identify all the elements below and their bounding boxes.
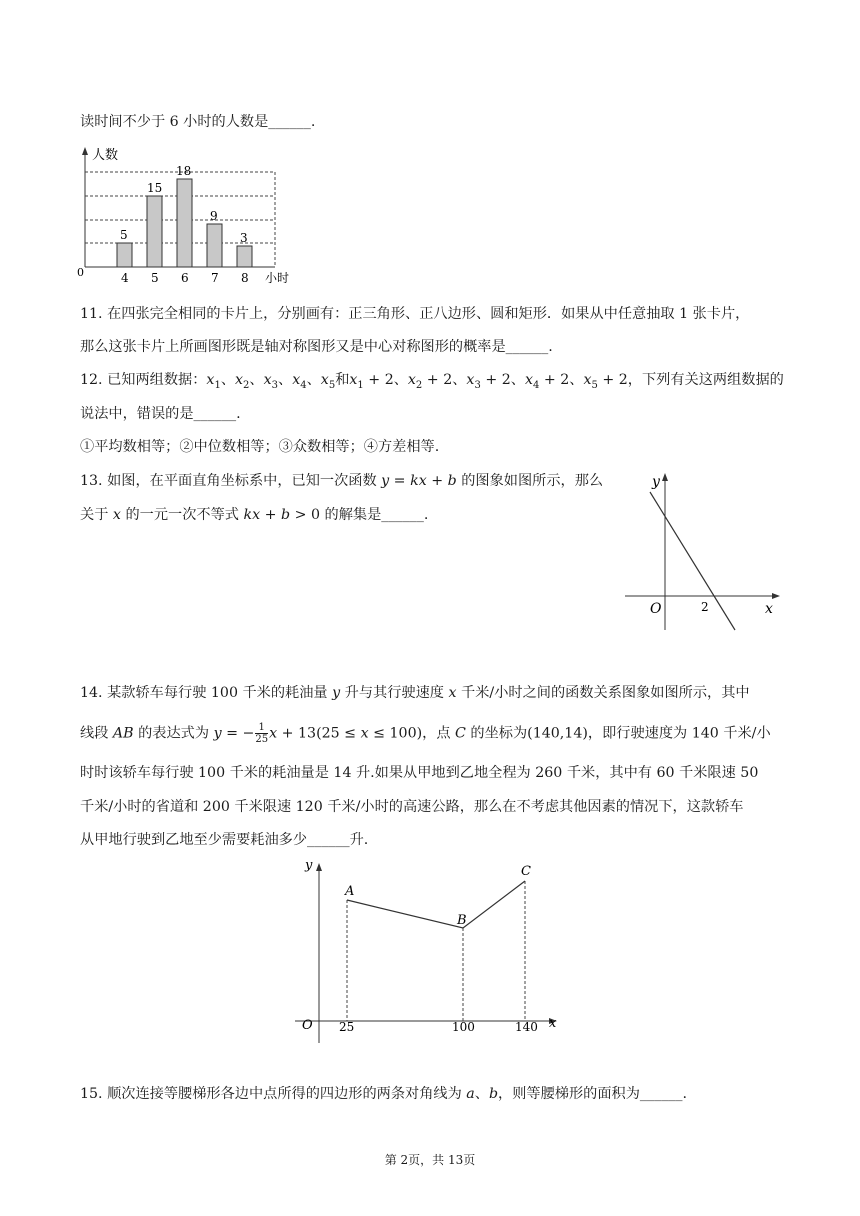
question-12-and: 和 [335,372,350,388]
question-14-text: ，点 [422,725,451,742]
bar-category: 5 [151,271,159,285]
bar-chart-x-label: 小时 [265,271,290,285]
bar-category: 7 [211,271,219,285]
bar-value: 18 [176,164,192,178]
question-14-line-5: 从甲地行驶到乙地至少需要耗油多少______升. [80,832,369,848]
question-13-text: 的解集是______. [324,507,429,523]
question-14-text: 14. 某款轿车每行驶 100 千米的耗油量 [80,685,328,701]
bar-value: 3 [240,231,248,245]
question-12-lead: 已知两组数据： [107,372,207,388]
question-13-text: 的一元一次不等式 [125,507,239,523]
graph-tick: 25 [339,1020,355,1034]
graph-tick: 140 [515,1020,538,1034]
bar-6 [177,179,192,267]
question-12-number: 12. [80,372,103,388]
question-13-line-1: 13. 如图，在平面直角坐标系中，已知一次函数 y = kx + b 的图象如图所示，那么 [80,473,604,489]
linear-function-graph [625,470,785,635]
question-14-text: 的表达式为 [138,725,210,742]
page-footer: 第 2页，共 13页 [384,1153,476,1167]
question-14-line-1: 14. 某款轿车每行驶 100 千米的耗油量 y 升与其行驶速度 x 千米/小时之间的函数关系图象如图所示，其中 [80,685,750,701]
bar-value: 5 [120,228,128,242]
question-14-text: 线段 [80,725,109,742]
bar-7 [207,224,222,267]
bar-8 [237,246,252,267]
question-15-line-1: 15. 顺次连接等腰梯形各边中点所得的四边形的两条对角线为 a、b，则等腰梯形的面积为______. [80,1086,687,1102]
graph-x-label: x [549,1016,557,1031]
question-14-text: 的坐标为(140,14)，即行驶速度为 140 千米/小 [470,725,771,742]
graph-tick: 100 [452,1020,475,1034]
bar-value: 15 [147,181,163,195]
question-14-line-3: 时时该轿车每行驶 100 千米的耗油量是 14 升.如果从甲地到乙地全程为 260 千米，其中有 60 千米限速 50 [80,765,759,781]
question-13-line-2: 关于 x 的一元一次不等式 kx + b > 0 的解集是______. [80,507,429,523]
question-14-line-2: 线段 AB 的表达式为 y = − $\frac{1}{25}$ x + 13(25 ≤ x ≤ 100)，点 C 的坐标为(140,14)，即行驶速度为 140 千米/小 [80,722,771,745]
bar-category: 8 [241,271,249,285]
question-14-text: 升与其行驶速度 [344,685,444,701]
bar-chart-origin: 0 [77,266,84,279]
bar-value: 9 [210,209,218,223]
question-12-tail: ，下列有关这两组数据的 [627,372,784,388]
question-15-text: ，则等腰梯形的面积为______. [498,1086,687,1102]
bar-category: 6 [181,271,189,285]
graph-tick: 2 [701,600,709,614]
question-14-line-4: 千米/小时的省道和 200 千米限速 120 千米/小时的高速公路，那么在不考虑其他因素的情况下，这款轿车 [80,799,744,815]
question-12-line-2: 说法中，错误的是______. [80,406,241,422]
bar-category: 4 [121,271,129,285]
graph-y-label: y [652,474,660,490]
point-label-c: C [521,864,531,879]
question-11-line-1: 11. 在四张完全相同的卡片上，分别画有：正三角形、正八边形、圆和矩形．如果从中任意抽取 1 张卡片， [80,306,750,322]
question-12-line-1: 12. 已知两组数据：$x_1$、$x_2$、$x_3$、$x_4$、$x_5$和$x_1 + 2$、$x_2 + 2$、$x_3 + 2$、$x_4 + 2$、$x_5 + 2$，下列有关这两组数据的 [80,372,784,391]
bar-chart [70,140,310,285]
bar-chart-y-label: 人数 [92,148,119,163]
question-11-line-2: 那么这张卡片上所画图形既是轴对称图形又是中心对称图形的概率是______. [80,339,553,355]
question-13-text: 关于 [80,507,109,523]
question-10-tail: 读时间不少于 6 小时的人数是______. [80,114,316,130]
bar-5 [147,196,162,267]
question-15-text: 15. 顺次连接等腰梯形各边中点所得的四边形的两条对角线为 [80,1086,462,1102]
graph-y-label: y [305,858,313,873]
point-label-a: A [345,884,355,899]
point-label-b: B [457,913,467,928]
question-12-options: ①平均数相等；②中位数相等；③众数相等；④方差相等. [80,439,440,455]
question-14-text: 千米/小时之间的函数关系图象如图所示，其中 [461,685,750,701]
question-13-text: 的图象如图所示，那么 [461,473,604,489]
fuel-consumption-graph [295,855,565,1050]
graph-origin: O [650,601,662,617]
graph-origin: O [302,1018,313,1033]
bar-4 [117,243,132,267]
question-13-text: 13. 如图，在平面直角坐标系中，已知一次函数 [80,473,377,489]
graph-x-label: x [765,601,773,617]
